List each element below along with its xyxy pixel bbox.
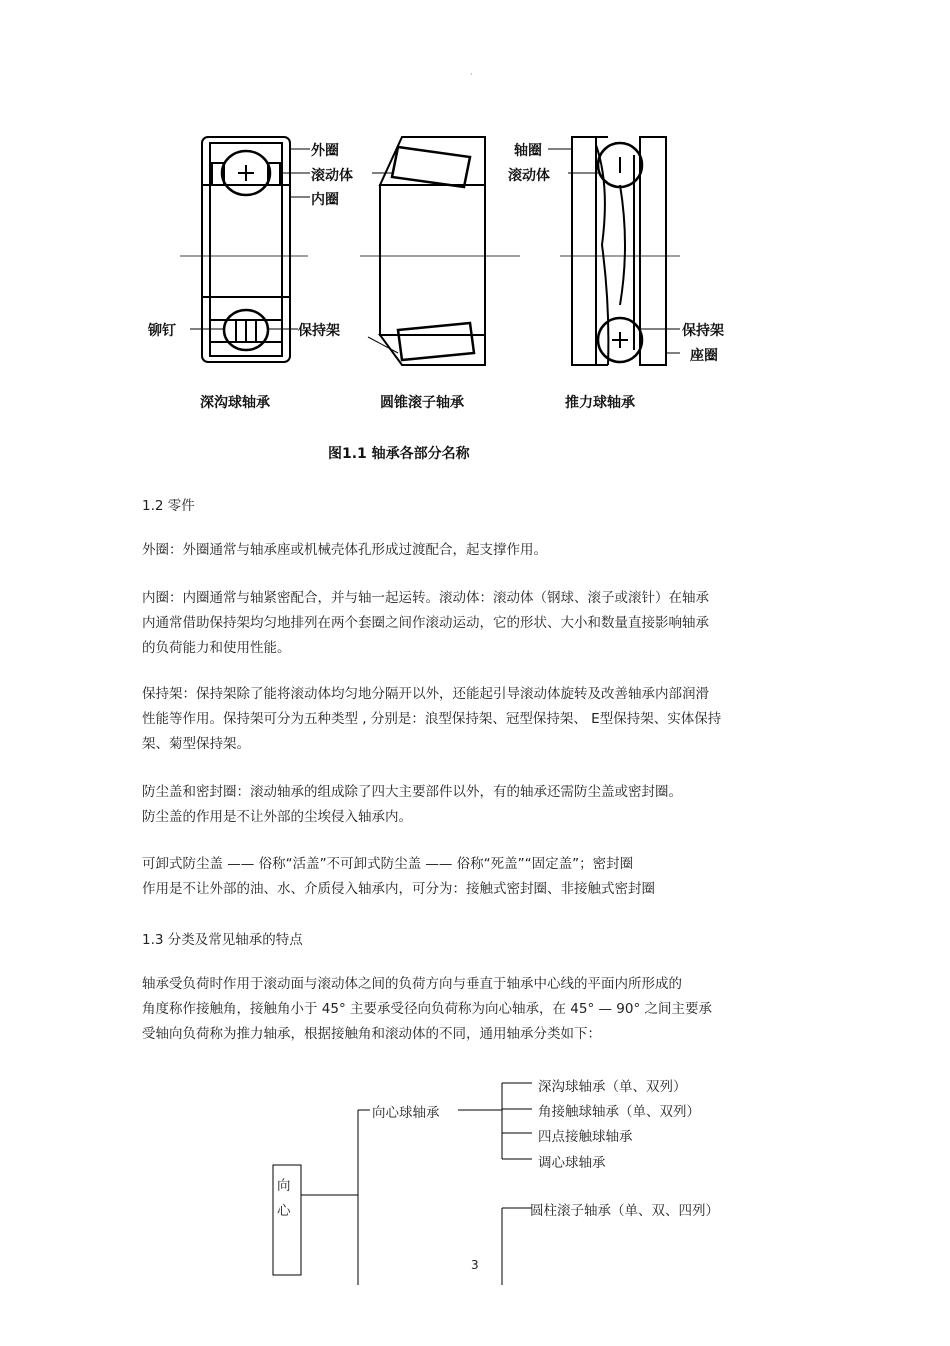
paragraph-contact-angle — [142, 972, 812, 1047]
text-line: 外圈：外圈通常与轴承座或机械壳体孔形成过渡配合，起支撑作用。 — [142, 542, 547, 558]
text-line: 内圈：内圈通常与轴紧密配合，并与轴一起运转。滚动体：滚动体（钢球、滚子或滚针）在轴承 — [142, 590, 709, 606]
section-heading-1-2: 1.2 零件 — [142, 498, 195, 514]
caption-deep-groove: 深沟球轴承 — [200, 395, 270, 411]
tree-cylindrical: 圆柱滚子轴承（单、双、四列） — [530, 1203, 719, 1219]
bearing-figure — [140, 125, 820, 475]
deep-groove-bearing-drawing — [180, 137, 308, 362]
thrust-ball-bearing-drawing — [560, 137, 680, 365]
text-line: 角度称作接触角，接触角小于 45° 主要承受径向负荷称为向心轴承，在 45° — 90° 之间主要承 — [142, 1001, 713, 1017]
text-line: 内通常借助保持架均匀地排列在两个套圈之间作滚动运动，它的形状、大小和数量直接影响轴承 — [142, 615, 709, 631]
text-line: 可卸式防尘盖 —— 俗称“活盖”不可卸式防尘盖 —— 俗称“死盖”“固定盖”；密封圈 — [142, 856, 634, 872]
label-rolling-body-thrust: 滚动体 — [508, 168, 550, 184]
label-cage: 保持架 — [298, 323, 340, 339]
tree-item: 深沟球轴承（单、双列） — [538, 1079, 687, 1095]
label-rivet: 铆钉 — [148, 323, 176, 339]
text-line: 架、菊型保持架。 — [142, 736, 250, 752]
page-number: 3 — [471, 1258, 479, 1272]
paragraph-seal — [142, 780, 812, 830]
paragraph-outer-ring — [142, 538, 812, 563]
label-rolling-body: 滚动体 — [311, 168, 353, 184]
section-heading-1-3: 1.3 分类及常见轴承的特点 — [142, 932, 303, 948]
text-line: 防尘盖和密封圈：滚动轴承的组成除了四大主要部件以外，有的轴承还需防尘盖或密封圈。 — [142, 784, 682, 800]
tree-item: 四点接触球轴承 — [538, 1129, 633, 1145]
text-line: 性能等作用。保持架可分为五种类型 , 分别是：浪型保持架、冠型保持架、 E型保持架、实体保持 — [142, 711, 722, 727]
paragraph-cage — [142, 682, 812, 757]
caption-tapered-roller: 圆锥滚子轴承 — [380, 395, 464, 411]
paragraph-inner-ring — [142, 586, 812, 661]
label-shaft-ring: 轴圈 — [514, 143, 542, 159]
text-line: 保持架：保持架除了能将滚动体均匀地分隔开以外，还能起引导滚动体旋转及改善轴承内部润滑 — [142, 686, 709, 702]
text-line: 防尘盖的作用是不让外部的尘埃侵入轴承内。 — [142, 809, 412, 825]
tree-item: 角接触球轴承（单、双列） — [538, 1104, 700, 1120]
tree-root-line1: 向 — [277, 1178, 291, 1194]
text-line: 的负荷能力和使用性能。 — [142, 640, 291, 656]
paragraph-dust-cover — [142, 852, 812, 902]
text-line: 作用是不让外部的油、水、介质侵入轴承内，可分为：接触式密封圈、非接触式密封圈 — [142, 881, 655, 897]
tree-item: 调心球轴承 — [538, 1155, 606, 1171]
text-line: 轴承受负荷时作用于滚动面与滚动体之间的负荷方向与垂直于轴承中心线的平面内所形成的 — [142, 976, 682, 992]
text-line: 受轴向负荷称为推力轴承，根据接触角和滚动体的不同，通用轴承分类如下： — [142, 1026, 601, 1042]
label-seat-ring: 座圈 — [690, 348, 718, 364]
label-outer-ring: 外圈 — [311, 143, 339, 159]
tree-radial-ball: 向心球轴承 — [372, 1105, 440, 1121]
tree-root-line2: 心 — [277, 1203, 291, 1219]
caption-thrust-ball: 推力球轴承 — [565, 395, 635, 411]
header-dot: · — [470, 70, 473, 79]
figure-title: 图1.1 轴承各部分名称 — [328, 446, 470, 462]
tapered-roller-bearing-drawing — [360, 137, 520, 365]
label-cage-thrust: 保持架 — [682, 323, 724, 339]
label-inner-ring: 内圈 — [311, 192, 339, 208]
